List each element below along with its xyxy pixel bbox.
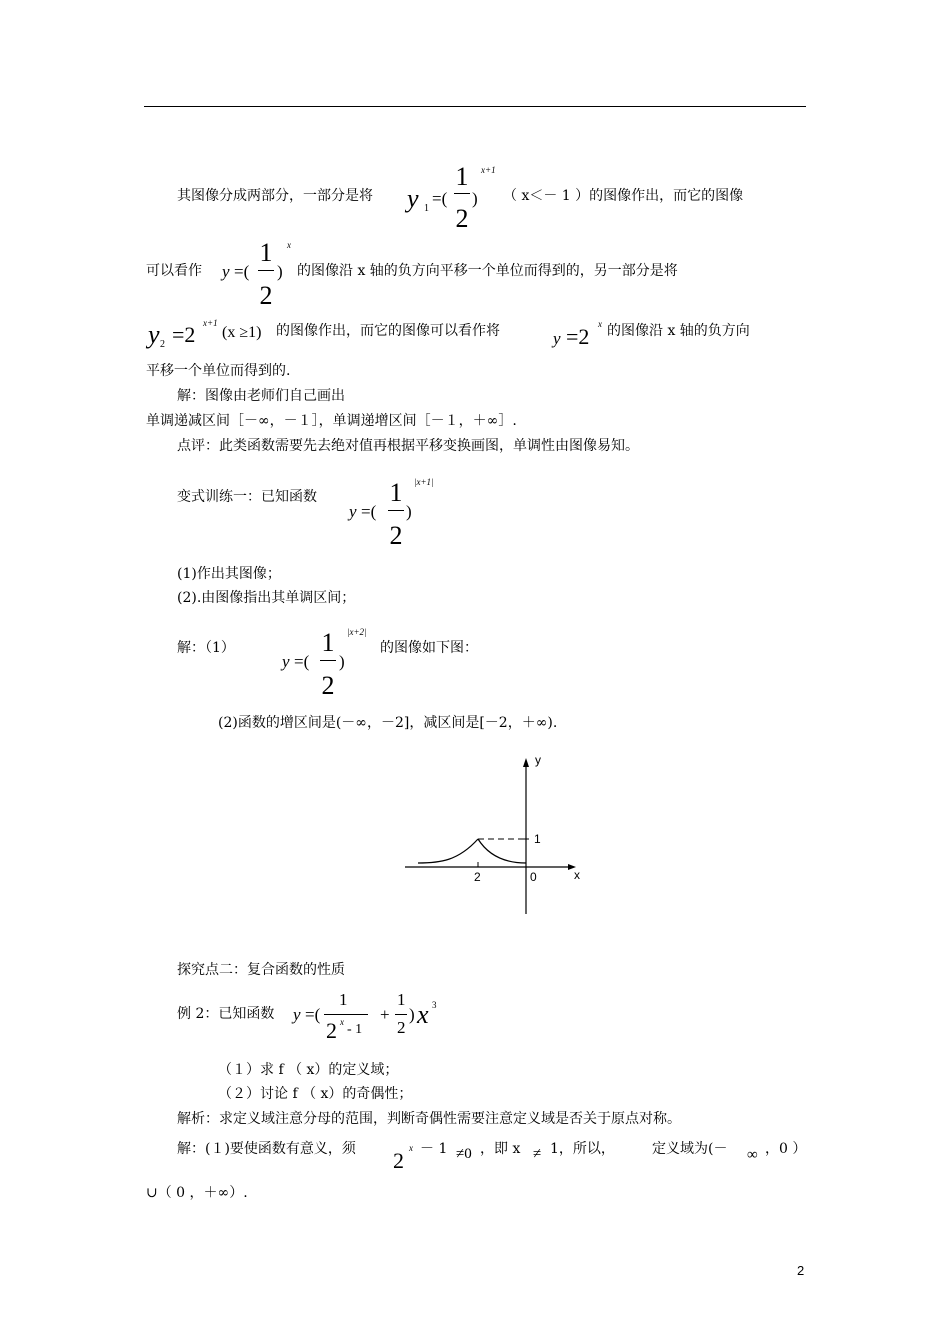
solution2-pre: 解：(１)要使函数有意义，须: [177, 1141, 356, 1157]
formula-y: y: [553, 329, 561, 348]
formula-cube: 3: [432, 1000, 437, 1010]
formula-eq-open: =(: [234, 262, 250, 281]
solution-line1: 解：图像由老师们自己画出: [177, 388, 345, 404]
frac-numerator: 1: [339, 990, 348, 1009]
frac-bar: [388, 510, 404, 511]
page-number: 2: [797, 1263, 805, 1278]
example2-q1: （１）求 f （ x）的定义域；: [218, 1062, 399, 1078]
solution2-infinity: ∞: [747, 1147, 758, 1163]
frac-bar: [454, 193, 470, 194]
denominator-exponent: x: [340, 1017, 344, 1027]
solution2-domain: 定义域为(－: [652, 1141, 728, 1157]
formula-plus: +: [380, 1005, 390, 1024]
x-axis-label: x: [574, 868, 580, 882]
solution2-base: 2: [393, 1148, 404, 1173]
formula-eq-2: =2: [566, 324, 590, 349]
formula-y1-sub: 1: [424, 203, 429, 214]
frac-denominator: 2: [321, 671, 335, 700]
formula-y: y: [349, 502, 357, 521]
variant-title: 变式训练一：已知函数: [177, 489, 317, 505]
formula-exponent: x: [598, 319, 602, 329]
y-axis-label: y: [535, 753, 541, 767]
formula-y2-sub: 2: [160, 339, 165, 350]
solution2-mid: ，即 x: [480, 1141, 521, 1157]
formula-eq-open: =(: [305, 1005, 321, 1024]
origin-label: 0: [530, 870, 537, 884]
denominator-minus: - 1: [347, 1022, 363, 1037]
formula-exponent: x+1: [203, 318, 218, 328]
frac-denominator: 2: [397, 1018, 406, 1037]
formula-y: y: [222, 262, 230, 281]
formula-close: ): [406, 502, 412, 521]
formula-exponent: x: [287, 240, 291, 250]
frac-bar: [258, 270, 274, 271]
para1-line1-post: （ x＜－ 1 ）的图像作出，而它的图像: [503, 188, 744, 204]
variant-q2: (2).由图像指出其单调区间；: [177, 590, 356, 606]
formula-close: ): [339, 652, 345, 671]
formula-y1: y: [407, 184, 419, 213]
formula-y2-rhs: =2: [172, 322, 196, 347]
frac-denominator: 2: [455, 204, 469, 233]
para1-line4: 平移一个单位而得到的.: [146, 363, 291, 379]
formula-y: y: [293, 1005, 301, 1024]
formula-exponent: |x+2|: [347, 627, 367, 637]
solution2-end: ，0 ）: [765, 1141, 807, 1157]
variant-answer2: (2)函数的增区间是(－∞，－2]，减区间是[－2，＋∞).: [218, 715, 558, 731]
curve-right: [478, 839, 526, 863]
para1-line2-post: 的图像沿 x 轴的负方向平移一个单位而得到的，另一部分是将: [297, 263, 678, 279]
para1-line2-pre: 可以看作: [146, 263, 202, 279]
frac-numerator: 1: [389, 478, 403, 507]
frac-denominator: 2: [259, 281, 273, 310]
formula-eq-open: =(: [294, 652, 310, 671]
frac-numerator: 1: [455, 162, 469, 191]
formula-exponent: x+1: [481, 165, 496, 175]
para1-line1-pre: 其图像分成两部分，一部分是将: [177, 188, 373, 204]
solution2-neq-zero: ≠0: [456, 1146, 472, 1162]
variant-q1: (1)作出其图像；: [177, 566, 281, 582]
section2-title: 探究点二：复合函数的性质: [177, 962, 345, 978]
comment-line: 点评：此类函数需要先去绝对值再根据平移变换画图，单调性由图像易知。: [177, 438, 639, 454]
formula-eq-open: =(: [361, 502, 377, 521]
function-graph: [400, 750, 590, 920]
solution2-one: 1，所以，: [550, 1141, 615, 1157]
curve-left: [418, 839, 478, 863]
header-rule: [144, 106, 806, 107]
formula-close: ): [409, 1005, 415, 1024]
y-axis-arrow: [523, 758, 529, 767]
variant-answer-post: 的图像如下图：: [380, 640, 478, 656]
formula-y: y: [282, 652, 290, 671]
frac-numerator: 1: [321, 628, 335, 657]
solution2-last: ∪（ 0 ，＋∞）.: [146, 1185, 248, 1201]
formula-close: ): [277, 262, 283, 281]
formula-x: x: [417, 1000, 429, 1029]
frac-bar: [395, 1014, 407, 1015]
example2-analysis: 解析：求定义域注意分母的范围，判断奇偶性需要注意定义域是否关于原点对称。: [177, 1111, 681, 1127]
variant-answer-label: 解：（1）: [177, 640, 235, 656]
denominator-base: 2: [326, 1018, 337, 1043]
x-value-2-label: 2: [474, 870, 481, 884]
formula-exponent: |x+1|: [414, 477, 434, 487]
solution2-minus: － 1: [420, 1141, 448, 1157]
frac-bar: [320, 660, 336, 661]
para1-line3-mid: 的图像作出，而它的图像可以看作将: [276, 323, 500, 339]
frac-numerator: 1: [397, 990, 406, 1009]
example2-q2: （２）讨论 f （ x）的奇偶性；: [218, 1086, 413, 1102]
solution2-neq: ≠: [533, 1146, 542, 1162]
formula-condition: (x ≥1): [222, 324, 262, 341]
solution-line2: 单调递减区间［－∞，－１］，单调递增区间［－１，＋∞］.: [146, 413, 517, 429]
para1-line3-post: 的图像沿 x 轴的负方向: [607, 323, 750, 339]
frac-bar: [324, 1014, 368, 1015]
formula-eq-open: =(: [432, 189, 448, 208]
y-value-1-label: 1: [534, 832, 541, 846]
solution2-exponent: x: [409, 1143, 413, 1153]
frac-numerator: 1: [259, 238, 273, 267]
formula-y2: y: [148, 320, 160, 349]
frac-denominator: 2: [389, 521, 403, 550]
formula-close: ): [472, 189, 478, 208]
example2-label: 例 2：已知函数: [177, 1006, 275, 1022]
